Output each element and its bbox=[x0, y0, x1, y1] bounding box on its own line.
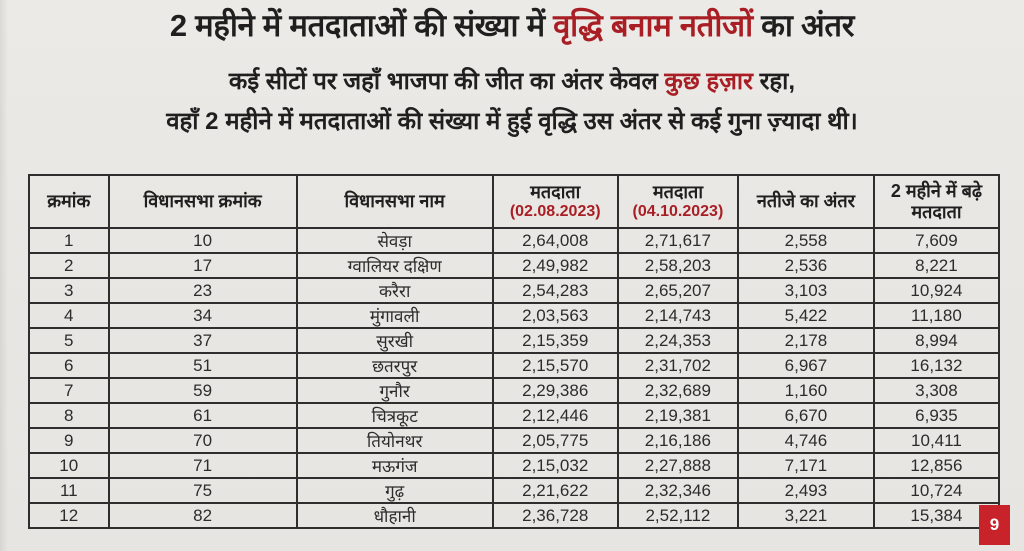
table-row bbox=[29, 278, 999, 303]
table-cell: तियोनथर bbox=[297, 428, 493, 453]
column-header-voters-oct-date: (04.10.2023) bbox=[632, 202, 724, 220]
table-cell: 2,29,386 bbox=[493, 378, 618, 403]
table-cell: 17 bbox=[109, 253, 297, 278]
column-header-voters-aug bbox=[493, 175, 618, 228]
table-cell: 2,58,203 bbox=[618, 253, 738, 278]
table-cell: 2,15,570 bbox=[493, 353, 618, 378]
table-cell: 3,221 bbox=[738, 503, 874, 528]
column-header-voters-aug-label: मतदाता bbox=[530, 181, 581, 202]
table-row bbox=[29, 378, 999, 403]
voter-data-table-container bbox=[28, 174, 1000, 529]
table-cell: 3 bbox=[29, 278, 109, 303]
table-row bbox=[29, 428, 999, 453]
table-cell: 82 bbox=[109, 503, 297, 528]
table-cell: 4,746 bbox=[738, 428, 874, 453]
column-header-serial: क्रमांक bbox=[29, 175, 109, 228]
table-cell: धौहानी bbox=[297, 503, 493, 528]
table-cell: 37 bbox=[109, 328, 297, 353]
table-row bbox=[29, 503, 999, 528]
table-cell: 2,64,008 bbox=[493, 228, 618, 253]
table-cell: 6,670 bbox=[738, 403, 874, 428]
table-cell: 9 bbox=[29, 428, 109, 453]
subtitle-1-prefix: कई सीटों पर जहाँ भाजपा की जीत का अंतर केवल bbox=[228, 68, 665, 95]
table-cell: चित्रकूट bbox=[297, 403, 493, 428]
table-cell: 2,05,775 bbox=[493, 428, 618, 453]
table-row bbox=[29, 303, 999, 328]
column-header-result-margin: नतीजे का अंतर bbox=[738, 175, 874, 228]
table-row bbox=[29, 478, 999, 503]
table-cell: 16,132 bbox=[874, 353, 999, 378]
table-cell: सुरखी bbox=[297, 328, 493, 353]
table-cell: 2,15,359 bbox=[493, 328, 618, 353]
table-cell: 2,65,207 bbox=[618, 278, 738, 303]
table-cell: 2,32,689 bbox=[618, 378, 738, 403]
table-cell: 2,21,622 bbox=[493, 478, 618, 503]
table-cell: 2,178 bbox=[738, 328, 874, 353]
table-cell: 12,856 bbox=[874, 453, 999, 478]
table-cell: 3,103 bbox=[738, 278, 874, 303]
table-cell: 5 bbox=[29, 328, 109, 353]
table-cell: 2,16,186 bbox=[618, 428, 738, 453]
table-cell: 6,967 bbox=[738, 353, 874, 378]
column-header-assembly-name: विधानसभा नाम bbox=[297, 175, 493, 228]
table-cell: 2,14,743 bbox=[618, 303, 738, 328]
table-row bbox=[29, 253, 999, 278]
table-cell: 2,15,032 bbox=[493, 453, 618, 478]
table-cell: मऊगंज bbox=[297, 453, 493, 478]
table-cell: सेवड़ा bbox=[297, 228, 493, 253]
table-cell: 34 bbox=[109, 303, 297, 328]
subtitle-line-1 bbox=[0, 64, 1024, 97]
table-cell: 2 bbox=[29, 253, 109, 278]
page-number-badge: 9 bbox=[979, 505, 1010, 545]
table-cell: 12 bbox=[29, 503, 109, 528]
page-title-prefix: 2 महीने में मतदाताओं की संख्या में bbox=[169, 8, 554, 43]
subtitle-1-suffix: रहा, bbox=[752, 68, 796, 95]
column-header-voters-oct-label: मतदाता bbox=[652, 181, 703, 202]
table-cell: 15,384 bbox=[874, 503, 999, 528]
table-cell: 2,49,982 bbox=[493, 253, 618, 278]
table-cell: 7,171 bbox=[738, 453, 874, 478]
table-row bbox=[29, 328, 999, 353]
column-header-voters-aug-date: (02.08.2023) bbox=[509, 202, 601, 220]
table-cell: 2,54,283 bbox=[493, 278, 618, 303]
table-cell: 2,32,346 bbox=[618, 478, 738, 503]
table-row bbox=[29, 353, 999, 378]
table-body bbox=[29, 228, 999, 528]
table-cell: 75 bbox=[109, 478, 297, 503]
table-cell: 2,558 bbox=[738, 228, 874, 253]
table-header-row bbox=[29, 175, 999, 228]
table-cell: 1,160 bbox=[738, 378, 874, 403]
table-cell: 59 bbox=[109, 378, 297, 403]
table-cell: 8,994 bbox=[874, 328, 999, 353]
table-cell: 2,19,381 bbox=[618, 403, 738, 428]
table-cell: 10,724 bbox=[874, 478, 999, 503]
table-cell: 2,52,112 bbox=[618, 503, 738, 528]
table-cell: 11,180 bbox=[874, 303, 999, 328]
table-cell: 2,31,702 bbox=[618, 353, 738, 378]
column-header-voter-increase: 2 महीने में बढ़े मतदाता bbox=[874, 175, 999, 228]
table-cell: 10 bbox=[29, 453, 109, 478]
page-title-suffix: का अंतर bbox=[752, 8, 855, 43]
table-cell: 61 bbox=[109, 403, 297, 428]
table-cell: 11 bbox=[29, 478, 109, 503]
table-cell: 51 bbox=[109, 353, 297, 378]
table-cell: करैरा bbox=[297, 278, 493, 303]
table-cell: 3,308 bbox=[874, 378, 999, 403]
page-title bbox=[0, 4, 1024, 46]
table-cell: 2,12,446 bbox=[493, 403, 618, 428]
table-cell: 10,411 bbox=[874, 428, 999, 453]
column-header-voters-oct bbox=[618, 175, 738, 228]
table-row bbox=[29, 403, 999, 428]
subtitle-1-highlight: कुछ हज़ार bbox=[664, 68, 753, 95]
table-cell: 2,24,353 bbox=[618, 328, 738, 353]
table-cell: 7 bbox=[29, 378, 109, 403]
table-cell: 2,36,728 bbox=[493, 503, 618, 528]
table-cell: 2,493 bbox=[738, 478, 874, 503]
table-cell: 23 bbox=[109, 278, 297, 303]
table-cell: 2,71,617 bbox=[618, 228, 738, 253]
table-row bbox=[29, 453, 999, 478]
table-cell: 8 bbox=[29, 403, 109, 428]
table-cell: 4 bbox=[29, 303, 109, 328]
voter-data-table bbox=[28, 174, 1000, 529]
table-cell: 70 bbox=[109, 428, 297, 453]
table-cell: 2,27,888 bbox=[618, 453, 738, 478]
table-cell: 7,609 bbox=[874, 228, 999, 253]
table-cell: 6 bbox=[29, 353, 109, 378]
column-header-assembly-number: विधानसभा क्रमांक bbox=[109, 175, 297, 228]
table-cell: 10 bbox=[109, 228, 297, 253]
table-cell: 71 bbox=[109, 453, 297, 478]
table-cell: 8,221 bbox=[874, 253, 999, 278]
table-cell: 5,422 bbox=[738, 303, 874, 328]
table-cell: गुनौर bbox=[297, 378, 493, 403]
table-cell: मुंगावली bbox=[297, 303, 493, 328]
table-cell: 1 bbox=[29, 228, 109, 253]
subtitle-line-2: वहाँ 2 महीने में मतदाताओं की संख्या में हुई वृद्धि उस अंतर से कई गुना ज़्यादा थी। bbox=[166, 108, 858, 135]
table-row bbox=[29, 228, 999, 253]
page-title-highlight: वृद्धि बनाम नतीजों bbox=[553, 8, 753, 43]
table-cell: 2,536 bbox=[738, 253, 874, 278]
table-cell: 10,924 bbox=[874, 278, 999, 303]
table-cell: ग्वालियर दक्षिण bbox=[297, 253, 493, 278]
table-cell: गुढ़ bbox=[297, 478, 493, 503]
table-cell: छतरपुर bbox=[297, 353, 493, 378]
table-cell: 2,03,563 bbox=[493, 303, 618, 328]
table-cell: 6,935 bbox=[874, 403, 999, 428]
